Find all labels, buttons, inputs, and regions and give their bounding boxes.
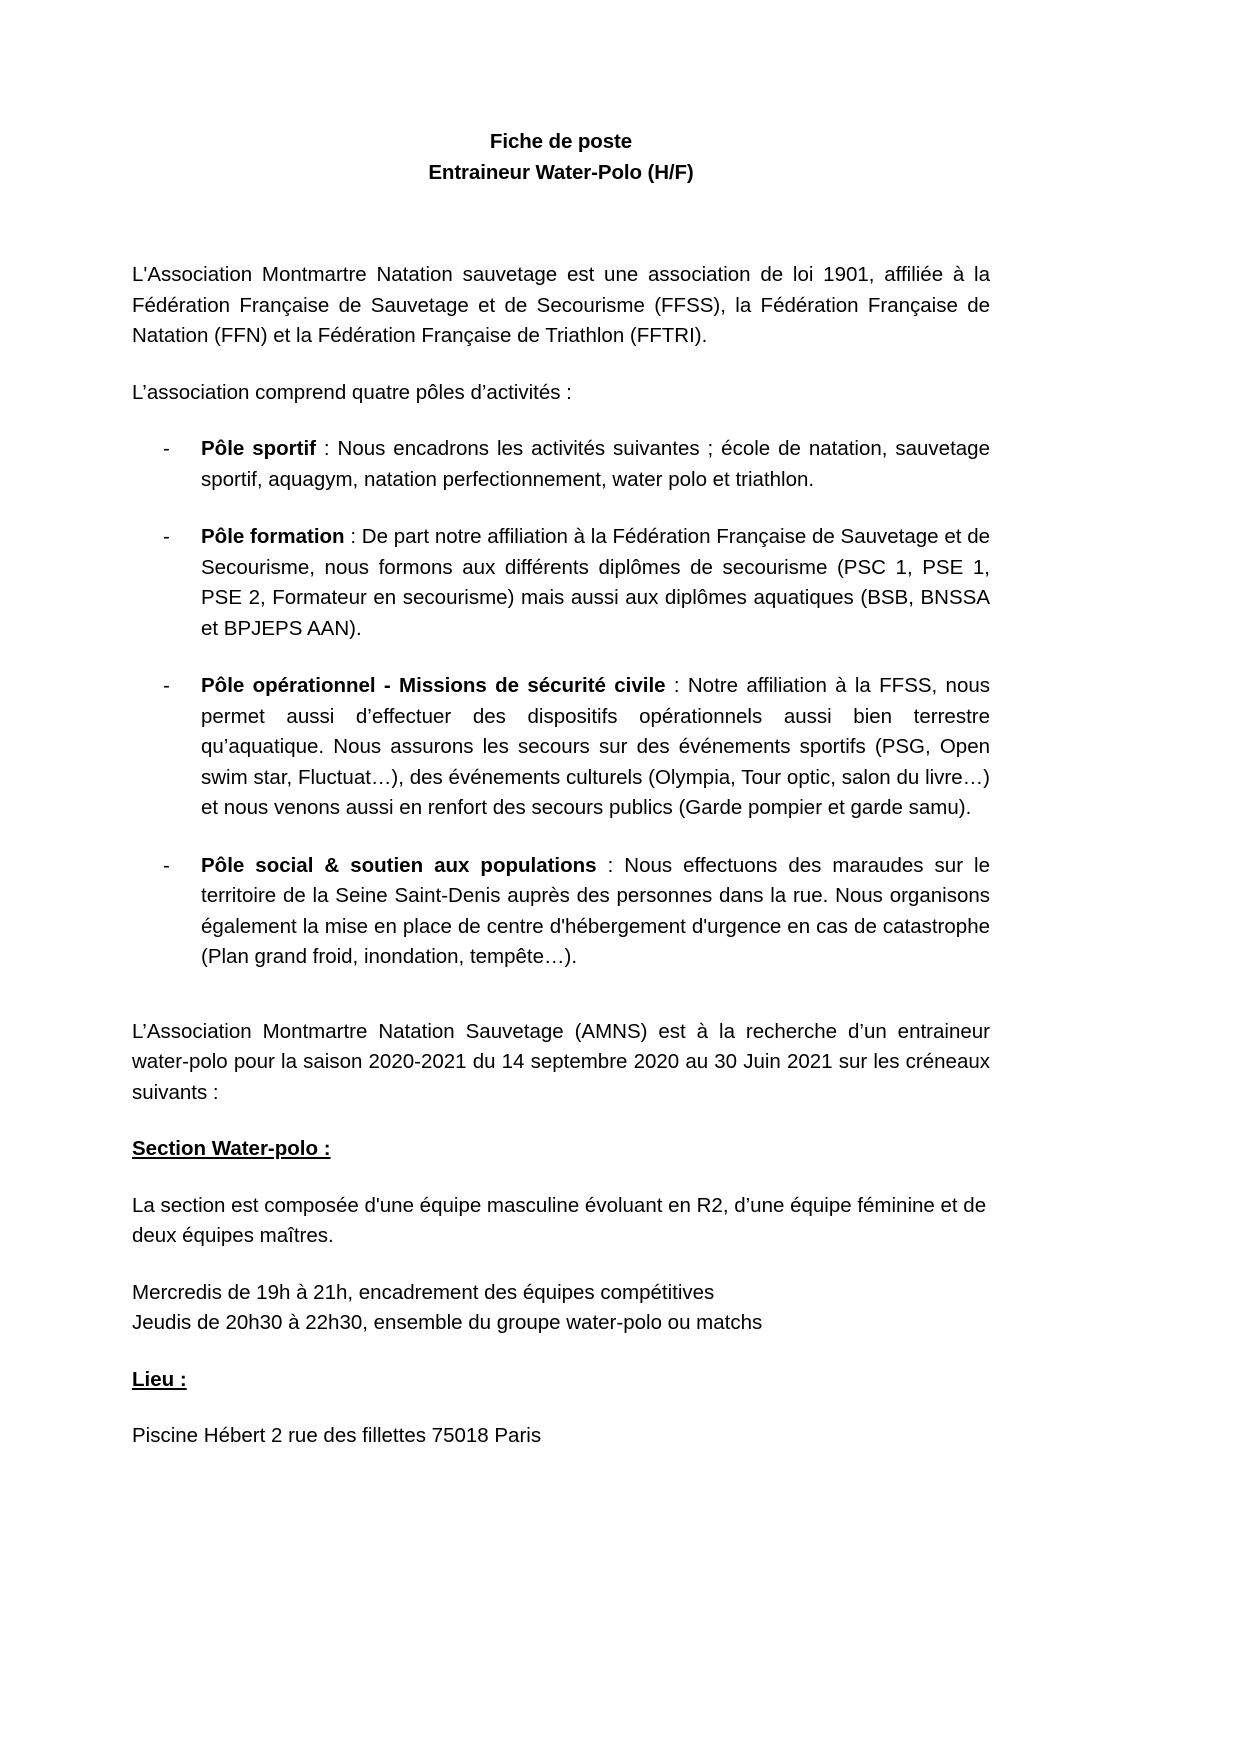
bullet-lead-label: Pôle opérationnel - Missions de sécurité civile [201,674,666,697]
list-item [132,434,990,495]
document-title [132,126,990,188]
recruitment-paragraph: L’Association Montmartre Natation Sauvetage (AMNS) est à la recherche d’un entraineur water-polo pour la saison 2020-2021 du 14 septembre 2020 au 30 Juin 2021 sur les créneaux suivants : [132,1019,990,1104]
section-heading-waterpolo: Section Water-polo : [132,1137,331,1160]
bullet-lead-label: Pôle formation [201,525,345,548]
bullet-marker-icon: - [163,437,170,460]
document-content [132,0,990,1478]
title-line-2: Entraineur Water-Polo (H/F) [428,161,694,184]
bullet-marker-icon: - [163,853,170,877]
section-waterpolo-text: La section est composée d'une équipe masculine évoluant en R2, d’une équipe féminine et de deux équipes maîtres. [132,1193,987,1247]
document-body [132,260,990,1452]
bullet-body-text: : Nous encadrons les activités suivantes ; école de natation, sauvetage sportif, aquagym, natation perfectionnement, water polo et triathlon. [201,437,990,491]
bullet-body-text: : Nous effectuons des maraudes sur le territoire de la Seine Saint-Denis auprès des personnes dans la rue. Nous organisons également la mise en place de centre d'hébergement d'urgence en cas de catastrophe (Plan grand froid, inondation, tempête…). [201,853,990,968]
schedule-line-1: Mercredis de 19h à 21h, encadrement des équipes compétitives [132,1280,715,1304]
bullet-lead-label: Pôle social & soutien aux populations [201,853,597,877]
section-heading-lieu: Lieu : [132,1367,187,1391]
list-item [132,522,990,644]
section-spacer [132,973,990,1017]
title-line-1: Fiche de poste [489,130,633,153]
bullet-marker-icon: - [163,674,170,697]
poles-lead-paragraph: L’association comprend quatre pôles d’activités : [132,380,572,404]
bullet-body-text: : De part notre affiliation à la Fédération Française de Sauvetage et de Secourisme, nous formons aux différents diplômes de secourisme (PSC 1, PSE 1, PSE 2, Formateur en secourisme) mais aussi aux diplômes aquatiques (BSB, BNSSA et BPJEPS AAN). [201,525,990,640]
poles-bullet-list [132,434,990,973]
bullet-marker-icon: - [163,525,170,548]
section-lieu-text: Piscine Hébert 2 rue des fillettes 75018 Paris [132,1424,542,1447]
schedule-line-2: Jeudis de 20h30 à 22h30, ensemble du groupe water-polo ou matchs [132,1311,763,1334]
intro-paragraph: L'Association Montmartre Natation sauvetage est une association de loi 1901, affiliée à la Fédération Française de Sauvetage et de Secourisme (FFSS), la Fédération Française de Natation (FFN) et la Fédération Française de Triathlon (FFTRI). [132,263,990,347]
list-item [132,671,990,824]
list-item [132,851,990,973]
bullet-lead-label: Pôle sportif [201,437,316,460]
bullet-body-text: : Notre affiliation à la FFSS, nous permet aussi d’effectuer des dispositifs opérationnels aussi bien terrestre qu’aquatique. Nous assurons les secours sur des événements sportifs (PSG, Open swim star, Fluctuat…), des événements culturels (Olympia, Tour optic, salon du livre…) et nous venons aussi en renfort des secours publics (Garde pompier et garde samu). [201,674,990,819]
